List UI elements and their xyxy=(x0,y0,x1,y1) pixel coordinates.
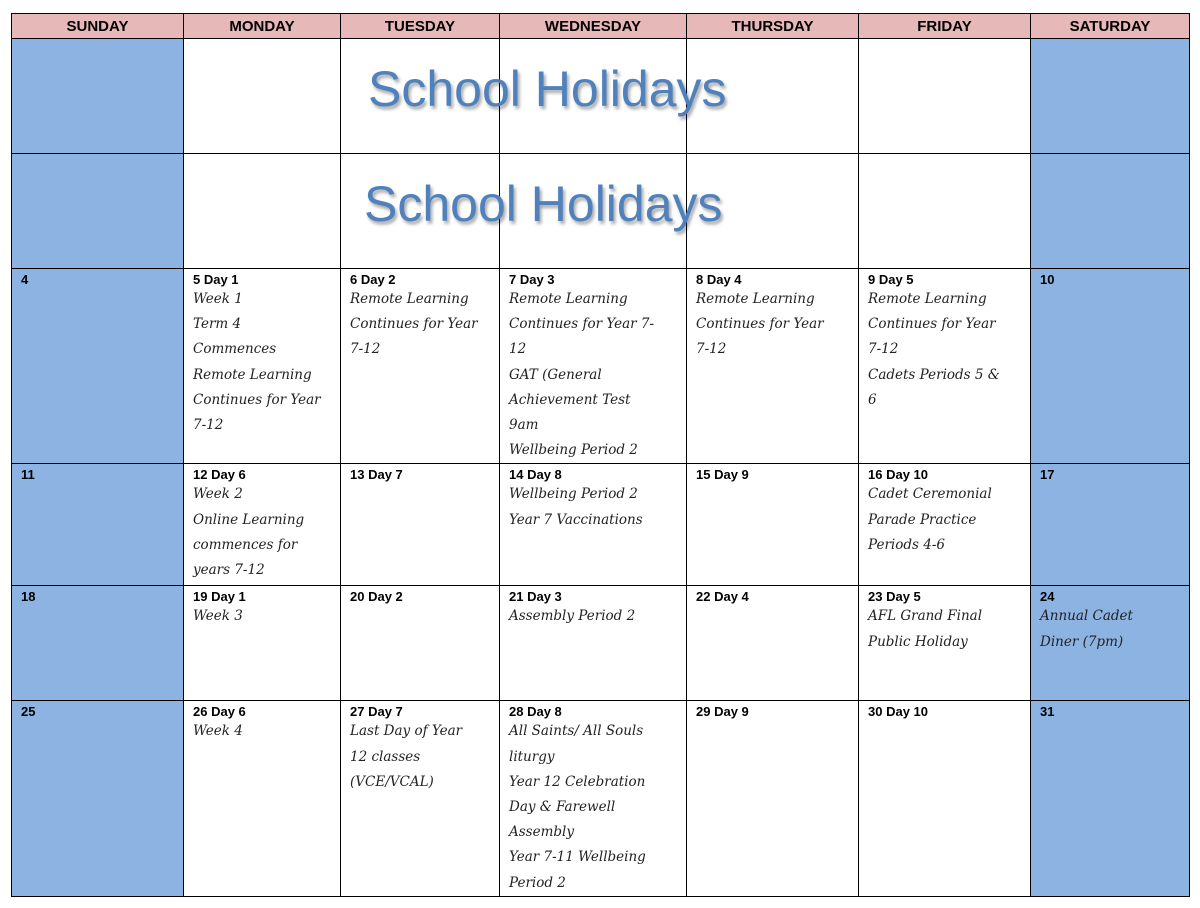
header-saturday: SATURDAY xyxy=(1031,14,1190,39)
day-cell-saturday xyxy=(1031,586,1190,701)
day-date: 30 Day 10 xyxy=(868,704,928,720)
day-cell-sunday xyxy=(12,464,184,586)
event-line: 7-12 xyxy=(696,341,727,358)
event-line: Remote Learning xyxy=(509,291,628,307)
day-date: 21 Day 3 xyxy=(509,589,562,605)
event-line: Remote Learning xyxy=(350,291,469,307)
day-date: 6 Day 2 xyxy=(350,272,396,287)
event-line: Last Day of Year xyxy=(350,723,463,740)
day-cell-sunday xyxy=(12,39,184,154)
day-events xyxy=(859,482,1030,558)
day-events xyxy=(500,287,686,463)
day-cell-friday xyxy=(859,269,1031,464)
day-date xyxy=(184,154,340,158)
day-date: 28 Day 8 xyxy=(509,704,562,720)
day-cell-sunday xyxy=(12,154,184,269)
event-line: Continues for Year 7- xyxy=(509,316,655,333)
day-date: 25 xyxy=(21,704,36,720)
day-date: 7 Day 3 xyxy=(509,272,555,287)
day-cell-tuesday xyxy=(341,701,500,897)
day-date xyxy=(859,39,1030,43)
week-row xyxy=(12,154,1190,269)
day-date: 17 xyxy=(1040,467,1055,483)
day-cell-friday xyxy=(859,464,1031,586)
day-date: 22 Day 4 xyxy=(696,589,749,605)
day-date: 10 xyxy=(1040,272,1055,287)
day-date: 16 Day 10 xyxy=(868,467,928,483)
day-cell-thursday xyxy=(687,464,859,586)
day-date xyxy=(12,154,183,158)
day-events xyxy=(859,287,1030,413)
day-date: 15 Day 9 xyxy=(696,467,749,483)
weekday-header-row xyxy=(12,14,1190,39)
day-date: 4 xyxy=(21,272,29,287)
day-cell-friday xyxy=(859,586,1031,701)
event-line: All Saints/ All Souls xyxy=(509,723,644,740)
day-events xyxy=(341,287,499,363)
day-cell-wednesday xyxy=(500,154,687,269)
week-row xyxy=(12,39,1190,154)
event-line: Term 4 xyxy=(193,316,242,333)
week-row xyxy=(12,269,1190,464)
day-cell-tuesday xyxy=(341,39,500,154)
day-cell-sunday xyxy=(12,586,184,701)
event-line: 12 classes xyxy=(350,748,421,765)
day-cell-saturday xyxy=(1031,269,1190,464)
week-row xyxy=(12,586,1190,701)
event-line: Week 2 xyxy=(193,486,243,503)
day-cell-friday xyxy=(859,701,1031,897)
day-date: 23 Day 5 xyxy=(868,589,921,605)
event-line: Day & Farewell xyxy=(509,799,616,816)
day-cell-saturday xyxy=(1031,464,1190,586)
header-wednesday: WEDNESDAY xyxy=(500,14,687,39)
event-line: Year 7 Vaccinations xyxy=(509,511,643,528)
day-cell-monday xyxy=(184,586,341,701)
event-line: 7-12 xyxy=(868,341,899,358)
event-line: 12 xyxy=(509,341,527,358)
event-line: AFL Grand Final xyxy=(868,608,983,625)
event-line: Week 3 xyxy=(193,608,243,625)
event-line: Cadet Ceremonial xyxy=(868,486,992,503)
day-cell-tuesday xyxy=(341,269,500,464)
day-date: 31 xyxy=(1040,704,1055,720)
event-line: 6 xyxy=(868,391,877,408)
day-cell-wednesday xyxy=(500,464,687,586)
day-date xyxy=(500,154,686,158)
event-line: Periods 4-6 xyxy=(868,536,945,553)
day-cell-wednesday xyxy=(500,39,687,154)
event-line: Remote Learning xyxy=(193,366,312,383)
event-line: years 7-12 xyxy=(193,562,265,579)
event-line: Assembly xyxy=(509,824,574,841)
day-cell-saturday xyxy=(1031,701,1190,897)
day-date: 5 Day 1 xyxy=(193,272,239,287)
event-line: Wellbeing Period 2 xyxy=(509,442,638,459)
event-line: Cadets Periods 5 & xyxy=(868,366,1000,383)
event-line: Period 2 xyxy=(509,874,566,891)
day-cell-tuesday xyxy=(341,586,500,701)
event-line: Assembly Period 2 xyxy=(509,608,636,625)
day-cell-sunday xyxy=(12,701,184,897)
header-tuesday: TUESDAY xyxy=(341,14,500,39)
day-date: 18 xyxy=(21,589,36,605)
day-date: 26 Day 6 xyxy=(193,704,246,720)
event-line: 7-12 xyxy=(193,417,224,434)
day-cell-tuesday xyxy=(341,464,500,586)
day-date: 8 Day 4 xyxy=(696,272,742,287)
day-cell-thursday xyxy=(687,586,859,701)
event-line: 9am xyxy=(509,417,539,434)
day-cell-wednesday xyxy=(500,701,687,897)
day-events xyxy=(184,482,340,583)
header-sunday: SUNDAY xyxy=(12,14,184,39)
event-line: Continues for Year xyxy=(868,316,996,333)
school-holidays-banner: School Holidays xyxy=(368,61,727,117)
day-events xyxy=(184,604,340,629)
event-line: Online Learning xyxy=(193,511,305,528)
day-cell-sunday xyxy=(12,269,184,464)
day-cell-wednesday xyxy=(500,269,687,464)
day-date: 24 xyxy=(1040,589,1055,605)
day-date xyxy=(341,39,499,43)
day-date xyxy=(12,39,183,43)
event-line: Continues for Year xyxy=(350,316,478,333)
calendar-table xyxy=(11,13,1190,897)
event-line: liturgy xyxy=(509,748,555,765)
event-line: Remote Learning xyxy=(868,291,987,307)
day-date: 12 Day 6 xyxy=(193,467,246,483)
header-monday: MONDAY xyxy=(184,14,341,39)
day-cell-thursday xyxy=(687,39,859,154)
day-date: 20 Day 2 xyxy=(350,589,403,605)
event-line: (VCE/VCAL) xyxy=(350,773,434,790)
school-holidays-banner: School Holidays xyxy=(364,176,723,232)
day-date xyxy=(1031,154,1189,158)
day-date: 13 Day 7 xyxy=(350,467,403,483)
header-thursday: THURSDAY xyxy=(687,14,859,39)
day-cell-saturday xyxy=(1031,154,1190,269)
day-cell-thursday xyxy=(687,154,859,269)
day-cell-thursday xyxy=(687,269,859,464)
event-line: Week 4 xyxy=(193,723,243,740)
day-events xyxy=(859,604,1030,654)
header-friday: FRIDAY xyxy=(859,14,1031,39)
day-events xyxy=(184,719,340,744)
day-cell-monday xyxy=(184,269,341,464)
event-line: commences for xyxy=(193,536,298,553)
day-date xyxy=(1031,39,1189,43)
event-line: 7-12 xyxy=(350,341,381,358)
event-line: Commences xyxy=(193,341,277,358)
event-line: GAT (General xyxy=(509,366,602,383)
day-date: 9 Day 5 xyxy=(868,272,914,287)
event-line: Parade Practice xyxy=(868,511,977,528)
event-line: Annual Cadet xyxy=(1040,608,1133,625)
day-cell-saturday xyxy=(1031,39,1190,154)
day-cell-friday xyxy=(859,39,1031,154)
day-date xyxy=(184,39,340,43)
event-line: Public Holiday xyxy=(868,633,968,650)
event-line: Achievement Test xyxy=(509,391,631,408)
event-line: Year 12 Celebration xyxy=(509,773,646,790)
week-row xyxy=(12,701,1190,897)
event-line: Continues for Year xyxy=(193,391,321,408)
day-date: 27 Day 7 xyxy=(350,704,403,720)
day-events xyxy=(341,719,499,795)
day-cell-friday xyxy=(859,154,1031,269)
event-line: Continues for Year xyxy=(696,316,824,333)
day-cell-tuesday xyxy=(341,154,500,269)
day-cell-wednesday xyxy=(500,586,687,701)
day-events xyxy=(500,604,686,629)
day-events xyxy=(184,287,340,438)
day-events xyxy=(500,719,686,895)
event-line: Remote Learning xyxy=(696,291,815,307)
day-date xyxy=(859,154,1030,158)
day-date: 14 Day 8 xyxy=(509,467,562,483)
day-date xyxy=(687,39,858,43)
week-row xyxy=(12,464,1190,586)
day-cell-monday xyxy=(184,464,341,586)
day-date: 29 Day 9 xyxy=(696,704,749,720)
event-line: Wellbeing Period 2 xyxy=(509,486,638,503)
event-line: Year 7-11 Wellbeing xyxy=(509,849,646,866)
event-line: Diner (7pm) xyxy=(1040,633,1124,650)
day-date xyxy=(500,39,686,43)
day-date: 11 xyxy=(21,467,35,483)
day-cell-thursday xyxy=(687,701,859,897)
day-events xyxy=(1031,604,1189,654)
day-cell-monday xyxy=(184,154,341,269)
day-events xyxy=(500,482,686,532)
day-cell-monday xyxy=(184,39,341,154)
day-date xyxy=(341,154,499,158)
day-date xyxy=(687,154,858,158)
day-cell-monday xyxy=(184,701,341,897)
day-events xyxy=(687,287,858,363)
event-line: Week 1 xyxy=(193,291,243,307)
day-date: 19 Day 1 xyxy=(193,589,246,605)
